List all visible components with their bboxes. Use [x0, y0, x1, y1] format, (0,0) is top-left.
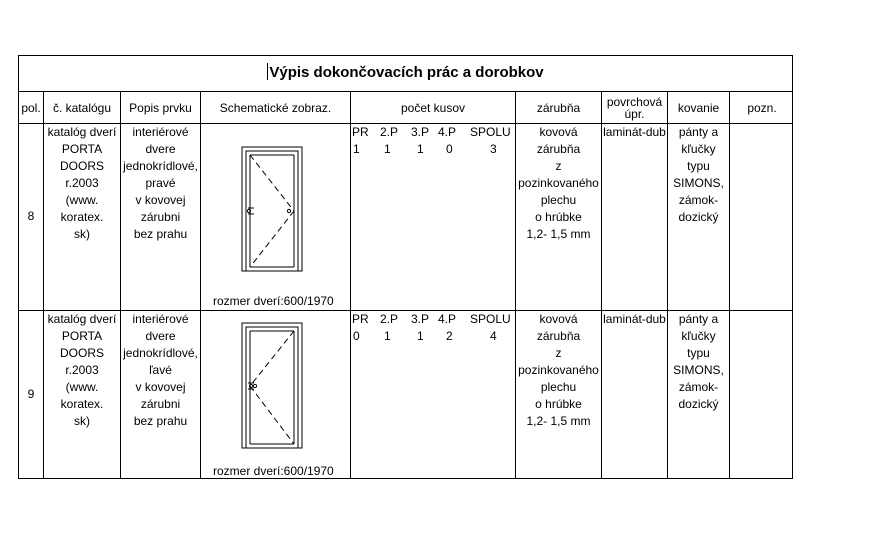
row9-katalog-line: sk)	[74, 414, 90, 428]
row9-popis-line: ľavé	[149, 363, 172, 377]
header-povrch	[602, 92, 667, 123]
row9-pocet-label-3p: 3.P	[411, 312, 430, 326]
row9-katalog-line: DOORS	[59, 346, 104, 360]
header-pocet: počet kusov	[400, 100, 466, 115]
row9-popis-line: interiérové	[132, 312, 189, 326]
row8-kovanie-line: typu	[687, 159, 710, 173]
row8-zarubna-line: plechu	[540, 193, 577, 207]
row9-zarubna-line: z	[555, 346, 562, 360]
row8-zarubna	[516, 124, 601, 243]
header-pozn: pozn.	[747, 100, 777, 115]
row8-povrch: laminát-dub	[603, 125, 666, 139]
header-kovanie: kovanie	[677, 100, 720, 115]
row8-zarubna-line: 1,2- 1,5 mm	[526, 227, 591, 241]
row8-kovanie-line: SIMONS,	[673, 176, 724, 190]
header-zarubna: zárubňa	[536, 100, 581, 115]
header-popis: Popis prvku	[129, 100, 192, 115]
row9-pol: 9	[27, 387, 35, 401]
header-schema: Schematické zobraz.	[219, 100, 332, 115]
row9-zarubna-line: pozinkovaného	[518, 363, 599, 377]
row9-kovanie-line: zámok-	[678, 380, 719, 394]
row8-katalog-line: PORTA	[61, 142, 103, 156]
row9-popis-line: v kovovej	[135, 380, 186, 394]
row8-popis-line: dvere	[145, 142, 176, 156]
row8-zarubna-line: o hrúbke	[535, 210, 582, 224]
row8-kovanie-line: kľučky	[681, 142, 716, 156]
row9-katalog-line: r.2003	[65, 363, 99, 377]
row9-zarubna	[516, 311, 601, 430]
row8-katalog-line: DOORS	[59, 159, 104, 173]
row8-pocet-2p: 1	[384, 142, 391, 156]
row9-pocet-label-pr: PR	[352, 312, 369, 326]
row8-katalog-line: (www.	[65, 193, 99, 207]
row9-kovanie-line: kľučky	[681, 329, 716, 343]
row8-kovanie	[668, 124, 729, 226]
row8-zarubna-line: zárubňa	[536, 142, 581, 156]
row9-katalog-line: katalóg dverí	[47, 312, 117, 326]
row8-kovanie-line: zámok-	[678, 193, 719, 207]
row9-popis-line: dvere	[145, 329, 176, 343]
row8-kovanie-line: dozický	[678, 210, 719, 224]
header-povrch-line2: úpr.	[624, 106, 645, 121]
row8-pocet-label-2p: 2.P	[380, 125, 399, 139]
row8-kovanie-line: pánty a	[678, 125, 719, 139]
row8-pocet-label-3p: 3.P	[411, 125, 430, 139]
row8-pocet-4p: 0	[446, 142, 453, 156]
row9-pocet-label-2p: 2.P	[380, 312, 399, 326]
row9-rozmer: rozmer dverí:600/1970	[213, 464, 334, 478]
row8-zarubna-line: z	[555, 159, 562, 173]
row9-katalog-line: (www.	[65, 380, 99, 394]
row9-pocet-pr: 0	[353, 329, 360, 343]
row8-katalog	[44, 124, 120, 243]
row8-popis-line: zárubni	[140, 210, 181, 224]
row8-katalog-line: r.2003	[65, 176, 99, 190]
row9-popis	[121, 311, 200, 430]
row8-popis-line: pravé	[145, 176, 176, 190]
row9-kovanie-line: pánty a	[678, 312, 719, 326]
row8-zarubna-line: pozinkovaného	[518, 176, 599, 190]
row8-pocet-spolu: 3	[490, 142, 497, 156]
row9-pocet-4p: 2	[446, 329, 453, 343]
row8-pocet-label-spolu: SPOLU	[470, 125, 511, 139]
col-divider	[601, 92, 602, 478]
row9-zarubna-line: 1,2- 1,5 mm	[526, 414, 591, 428]
row8-popis-line: v kovovej	[135, 193, 186, 207]
row8-katalog-line: sk)	[74, 227, 90, 241]
row8-popis-line: bez prahu	[133, 227, 188, 241]
row9-kovanie-line: dozický	[678, 397, 719, 411]
row9-kovanie	[668, 311, 729, 413]
row9-popis-line: bez prahu	[133, 414, 188, 428]
header-povrch-line1: povrchová	[606, 94, 663, 109]
row8-popis-line: interiérové	[132, 125, 189, 139]
row9-zarubna-line: plechu	[540, 380, 577, 394]
row8-zarubna-line: kovová	[539, 125, 578, 139]
finishing-works-table	[18, 55, 793, 479]
row8-pocet-3p: 1	[417, 142, 424, 156]
header-pol: pol.	[21, 100, 41, 115]
row8-pocet-pr: 1	[353, 142, 360, 156]
row8-popis	[121, 124, 200, 243]
row8-katalog-line: katalóg dverí	[47, 125, 117, 139]
row9-kovanie-line: SIMONS,	[673, 363, 724, 377]
row8-pocet-label-4p: 4.P	[438, 125, 457, 139]
row9-povrch: laminát-dub	[603, 312, 666, 326]
row9-pocet-label-spolu: SPOLU	[470, 312, 511, 326]
table-title-text: Výpis dokončovacích prác a dorobkov	[269, 64, 544, 81]
row8-popis-line: jednokrídlové,	[123, 159, 198, 173]
col-divider	[729, 92, 730, 478]
row9-kovanie-line: typu	[687, 346, 710, 360]
table-title	[19, 56, 792, 92]
row9-zarubna-line: kovová	[539, 312, 578, 326]
row9-pocet-3p: 1	[417, 329, 424, 343]
row8-katalog-line: koratex.	[60, 210, 104, 224]
row9-popis-line: jednokrídlové,	[123, 346, 198, 360]
row9-pocet-spolu: 4	[490, 329, 497, 343]
col-divider	[350, 92, 351, 478]
door-right-hinged-icon	[241, 146, 303, 272]
row9-pocet-2p: 1	[384, 329, 391, 343]
header-katalog: č. katalógu	[52, 100, 112, 115]
row9-popis-line: zárubni	[140, 397, 181, 411]
row9-katalog	[44, 311, 120, 430]
row8-rozmer: rozmer dverí:600/1970	[213, 294, 334, 308]
row9-pocet-label-4p: 4.P	[438, 312, 457, 326]
row9-katalog-line: koratex.	[60, 397, 104, 411]
row8-pocet-label-pr: PR	[352, 125, 369, 139]
row9-zarubna-line: o hrúbke	[535, 397, 582, 411]
row9-katalog-line: PORTA	[61, 329, 103, 343]
door-left-hinged-icon	[241, 322, 303, 449]
col-divider	[200, 92, 201, 478]
row9-zarubna-line: zárubňa	[536, 329, 581, 343]
row8-pol: 8	[27, 209, 35, 223]
